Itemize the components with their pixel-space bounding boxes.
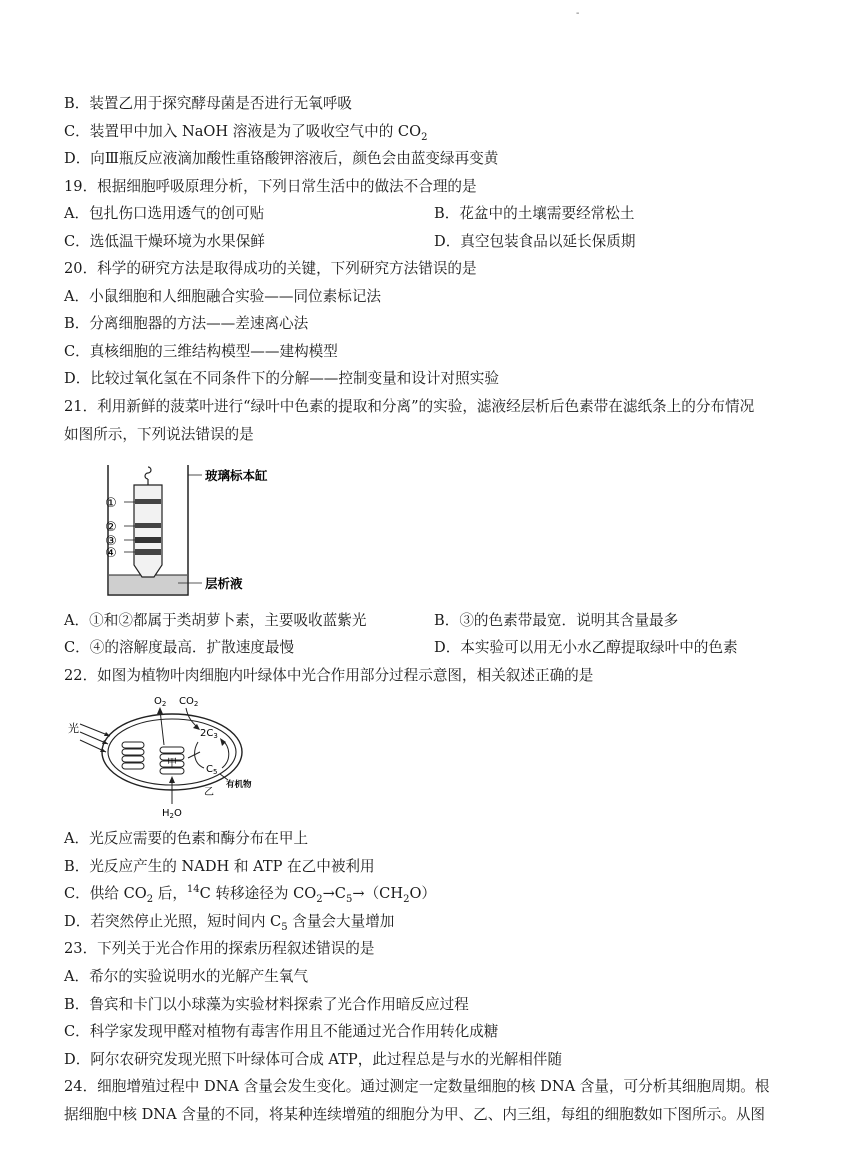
q23-stem: 23．下列关于光合作用的探索历程叙述错误的是: [64, 940, 375, 957]
q24-stem-line1: 24．细胞增殖过程中 DNA 含量会发生变化。通过测定一定数量细胞的核 DNA 含量，可分析其细胞周期。根: [64, 1078, 770, 1095]
q18-option-d: D．向Ⅲ瓶反应液滴加酸性重铬酸钾溶液后，颜色会由蓝变绿再变黄: [64, 150, 499, 167]
q21-option-a: A．①和②都属于类胡萝卜素，主要吸收蓝紫光: [64, 612, 367, 629]
q22-option-a: A．光反应需要的色素和酶分布在甲上: [64, 830, 309, 847]
q20-option-d: D．比较过氧化氢在不同条件下的分解——控制变量和设计对照实验: [64, 370, 499, 387]
organic-matter-label: 有机物: [226, 780, 252, 790]
hook-icon: [145, 467, 151, 479]
band-label-3: ③: [105, 534, 117, 549]
q19-option-d: D．真空包装食品以延长保质期: [434, 233, 636, 250]
pigment-band-3: [135, 537, 161, 543]
q23-option-d: D．阿尔农研究发现光照下叶绿体可合成 ATP，此过程总是与水的光解相伴随: [64, 1051, 563, 1068]
q19-option-c: C．选低温干燥环境为水果保鲜: [64, 233, 265, 250]
q18-option-c: C．装置甲中加入 NaOH 溶液是为了吸收空气中的 $CO_2$: [64, 123, 428, 143]
band-label-4: ④: [105, 546, 117, 561]
band-label-1: ①: [105, 496, 117, 511]
q20-option-c: C．真核细胞的三维结构模型——建构模型: [64, 343, 338, 360]
q23-option-a: A．希尔的实验说明水的光解产生氧气: [64, 968, 309, 985]
chloroplast-figure: [64, 692, 280, 820]
q20-option-a: A．小鼠细胞和人细胞融合实验——同位素标记法: [64, 288, 382, 305]
chromatography-figure: [78, 455, 318, 605]
band-label-2: ②: [105, 520, 117, 535]
q19-option-a: A．包扎伤口选用透气的创可贴: [64, 205, 265, 222]
filter-paper-strip: [134, 485, 162, 577]
q20-option-b: B．分离细胞器的方法——差速离心法: [64, 315, 309, 332]
q22-option-c: C．供给 $CO_2$ 后，$^{14}$C 转移途径为 $CO_2\to C_5\to(CH_2O)$: [64, 884, 437, 905]
c5-label: $C_5$: [206, 764, 218, 776]
q19-option-b: B．花盆中的土壤需要经常松土: [434, 205, 635, 222]
q22-option-d: D．若突然停止光照，短时间内 $C_5$ 含量会大量增加: [64, 913, 395, 933]
o2-label: $O_2$: [154, 696, 167, 708]
jia-label: 甲: [167, 758, 177, 769]
solvent-liquid: [109, 575, 187, 594]
pigment-band-4: [135, 549, 161, 555]
q23-option-b: B．鲁宾和卡门以小球藻为实验材料探索了光合作用暗反应过程: [64, 996, 469, 1013]
q24-stem-line2: 据细胞中核 DNA 含量的不同，将某种连续增殖的细胞分为甲、乙、内三组，每组的细胞数如下图所示。从图: [64, 1106, 766, 1123]
pigment-band-1: [135, 499, 161, 504]
solvent-label: 层析液: [205, 576, 243, 591]
q18-option-b: B．装置乙用于探究酵母菌是否进行无氧呼吸: [64, 95, 353, 112]
q21-option-c: C．④的溶解度最高．扩散速度最慢: [64, 639, 295, 656]
h2o-label: $H_2O$: [162, 808, 182, 820]
c3-label: $2C_3$: [200, 728, 218, 740]
pigment-band-2: [135, 523, 161, 528]
q21-stem-line2: 如图所示，下列说法错误的是: [64, 426, 254, 443]
q21-option-b: B．③的色素带最宽．说明其含量最多: [434, 612, 679, 629]
yi-label: 乙: [204, 787, 214, 798]
q21-stem-line1: 21．利用新鲜的菠菜叶进行“绿叶中色素的提取和分离”的实验，滤液经层析后色素带在滤纸条上的分布情况: [64, 398, 755, 415]
q22-stem: 22．如图为植物叶肉细胞内叶绿体中光合作用部分过程示意图，相关叙述正确的是: [64, 667, 594, 684]
jar-label: 玻璃标本缸: [205, 468, 268, 483]
q23-option-c: C．科学家发现甲醛对植物有毒害作用且不能通过光合作用转化成糖: [64, 1023, 499, 1040]
co2-label: $CO_2$: [179, 696, 199, 708]
q20-stem: 20．科学的研究方法是取得成功的关键，下列研究方法错误的是: [64, 260, 477, 277]
granum-stack-1: [122, 742, 144, 769]
q19-stem: 19．根据细胞呼吸原理分析，下列日常生活中的做法不合理的是: [64, 178, 477, 195]
light-label: 光: [68, 722, 79, 735]
header-mark: -: [576, 8, 580, 19]
q21-option-d: D．本实验可以用无小水乙醇提取绿叶中的色素: [434, 639, 738, 656]
q22-option-b: B．光反应产生的 NADH 和 ATP 在乙中被利用: [64, 858, 375, 875]
